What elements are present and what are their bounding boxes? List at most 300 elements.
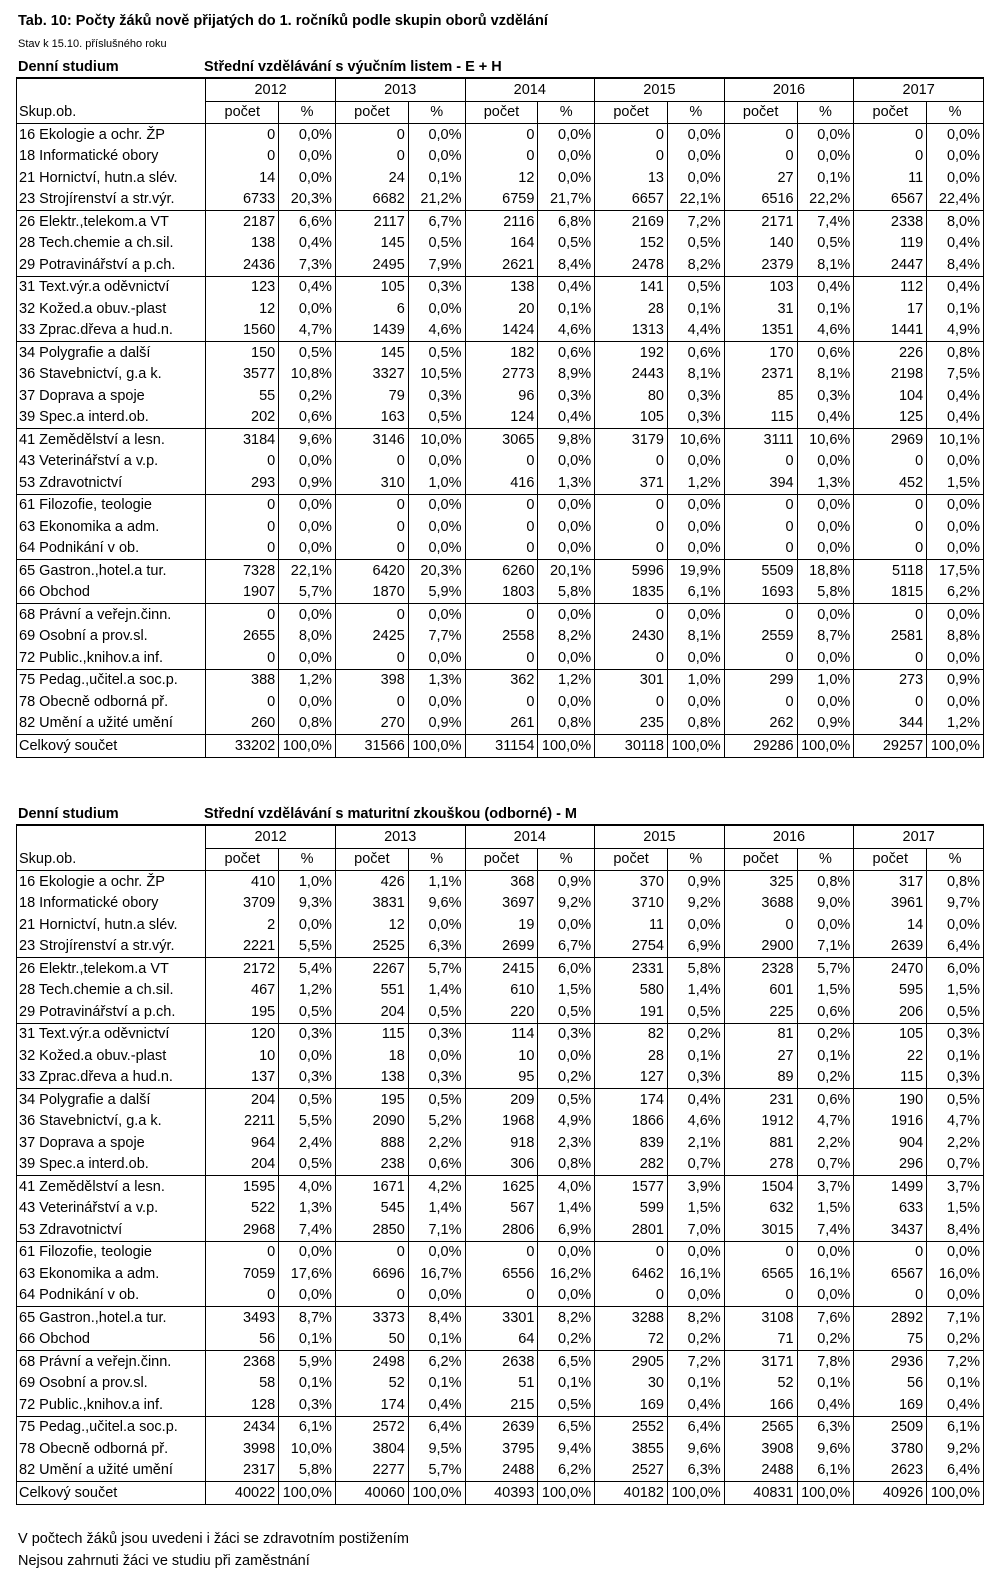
count-cell: 0: [854, 691, 927, 713]
percent-cell: 0,0%: [408, 914, 465, 936]
percent-cell: 7,9%: [408, 254, 465, 276]
percent-cell: 0,1%: [797, 1045, 854, 1067]
count-column-header: počet: [335, 101, 408, 124]
percent-cell: 0,0%: [668, 604, 725, 626]
percent-cell: 0,2%: [279, 385, 336, 407]
total-percent-cell: 100,0%: [927, 735, 984, 758]
percent-cell: 0,0%: [408, 604, 465, 626]
count-cell: 2425: [335, 626, 408, 648]
count-cell: 0: [854, 146, 927, 168]
percent-column-header: %: [668, 848, 725, 871]
count-cell: 56: [854, 1373, 927, 1395]
percent-cell: 6,4%: [927, 1460, 984, 1482]
count-cell: 28: [595, 1045, 668, 1067]
count-cell: 27: [724, 1045, 797, 1067]
percent-cell: 2,2%: [408, 1132, 465, 1154]
count-cell: 79: [335, 385, 408, 407]
percent-cell: 0,1%: [927, 1373, 984, 1395]
count-cell: 0: [206, 1285, 279, 1307]
table-row: [17, 1460, 984, 1482]
count-cell: 0: [335, 1285, 408, 1307]
count-cell: 0: [724, 146, 797, 168]
count-cell: 6420: [335, 560, 408, 582]
total-count-cell: 40831: [724, 1482, 797, 1505]
count-cell: 6260: [465, 560, 538, 582]
count-cell: 306: [465, 1154, 538, 1176]
count-cell: 1916: [854, 1111, 927, 1133]
count-cell: 235: [595, 713, 668, 735]
count-cell: 103: [724, 276, 797, 298]
percent-cell: 9,2%: [538, 893, 595, 915]
percent-cell: 0,9%: [797, 713, 854, 735]
percent-cell: 0,0%: [408, 494, 465, 516]
percent-cell: 0,3%: [408, 276, 465, 298]
percent-cell: 0,3%: [797, 385, 854, 407]
count-cell: 169: [595, 1394, 668, 1416]
count-cell: 2525: [335, 936, 408, 958]
count-cell: 0: [724, 914, 797, 936]
count-cell: 1870: [335, 582, 408, 604]
percent-cell: 0,0%: [279, 516, 336, 538]
section-vocational: [16, 59, 984, 758]
count-cell: 174: [595, 1089, 668, 1111]
group-name-cell: 61 Filozofie, teologie: [17, 1241, 206, 1263]
count-cell: 2558: [465, 626, 538, 648]
percent-cell: 0,2%: [927, 1329, 984, 1351]
percent-cell: 1,0%: [668, 669, 725, 691]
count-cell: 3437: [854, 1219, 927, 1241]
percent-column-header: %: [797, 101, 854, 124]
count-column-header: počet: [206, 848, 279, 871]
count-cell: 11: [854, 167, 927, 189]
count-cell: 145: [335, 342, 408, 364]
count-cell: 0: [465, 538, 538, 560]
count-cell: 6696: [335, 1263, 408, 1285]
percent-cell: 1,5%: [797, 980, 854, 1002]
count-cell: 10: [465, 1045, 538, 1067]
percent-cell: 0,5%: [408, 233, 465, 255]
count-cell: 2169: [595, 211, 668, 233]
count-cell: 182: [465, 342, 538, 364]
percent-cell: 9,6%: [668, 1438, 725, 1460]
percent-cell: 9,8%: [538, 429, 595, 451]
percent-cell: 1,3%: [538, 472, 595, 494]
percent-cell: 0,0%: [279, 298, 336, 320]
count-cell: 3015: [724, 1219, 797, 1241]
year-header-row: [17, 826, 984, 848]
percent-cell: 0,6%: [279, 407, 336, 429]
percent-cell: 0,0%: [797, 451, 854, 473]
percent-cell: 4,0%: [279, 1176, 336, 1198]
count-cell: 7328: [206, 560, 279, 582]
percent-cell: 22,4%: [927, 189, 984, 211]
group-name-cell: 29 Potravinářství a p.ch.: [17, 1001, 206, 1023]
percent-cell: 0,0%: [668, 914, 725, 936]
group-name-cell: 43 Veterinářství a v.p.: [17, 1198, 206, 1220]
table-row: [17, 1023, 984, 1045]
count-cell: 467: [206, 980, 279, 1002]
count-cell: 238: [335, 1154, 408, 1176]
count-cell: 120: [206, 1023, 279, 1045]
percent-cell: 0,8%: [538, 713, 595, 735]
percent-cell: 22,1%: [279, 560, 336, 582]
percent-cell: 0,0%: [927, 691, 984, 713]
percent-column-header: %: [408, 101, 465, 124]
table-row: [17, 669, 984, 691]
count-cell: 28: [595, 298, 668, 320]
count-cell: 195: [335, 1089, 408, 1111]
count-cell: 3709: [206, 893, 279, 915]
table-row: [17, 1438, 984, 1460]
percent-column-header: %: [538, 848, 595, 871]
group-name-cell: 33 Zprac.dřeva a hud.n.: [17, 320, 206, 342]
count-cell: 0: [595, 124, 668, 146]
group-name-cell: 65 Gastron.,hotel.a tur.: [17, 560, 206, 582]
count-cell: 6567: [854, 189, 927, 211]
percent-cell: 5,7%: [797, 958, 854, 980]
percent-cell: 6,8%: [538, 211, 595, 233]
percent-cell: 0,0%: [538, 146, 595, 168]
group-name-cell: 72 Public.,knihov.a inf.: [17, 1394, 206, 1416]
group-name-cell: 29 Potravinářství a p.ch.: [17, 254, 206, 276]
count-cell: 0: [206, 124, 279, 146]
percent-cell: 0,4%: [668, 1089, 725, 1111]
count-cell: 1625: [465, 1176, 538, 1198]
percent-cell: 8,7%: [279, 1307, 336, 1329]
group-name-cell: 66 Obchod: [17, 1329, 206, 1351]
table-row: [17, 429, 984, 451]
percent-cell: 0,2%: [797, 1329, 854, 1351]
percent-cell: 0,0%: [408, 647, 465, 669]
table-row: [17, 560, 984, 582]
percent-cell: 1,5%: [927, 472, 984, 494]
count-cell: 3998: [206, 1438, 279, 1460]
percent-cell: 5,8%: [538, 582, 595, 604]
count-cell: 0: [465, 691, 538, 713]
total-percent-cell: 100,0%: [538, 735, 595, 758]
percent-cell: 0,0%: [279, 1241, 336, 1263]
percent-cell: 0,4%: [408, 1394, 465, 1416]
count-cell: 1866: [595, 1111, 668, 1133]
table-row: [17, 980, 984, 1002]
count-cell: 388: [206, 669, 279, 691]
table-row: [17, 342, 984, 364]
percent-cell: 6,4%: [927, 936, 984, 958]
percent-cell: 9,6%: [797, 1438, 854, 1460]
percent-cell: 9,5%: [408, 1438, 465, 1460]
count-cell: 71: [724, 1329, 797, 1351]
percent-cell: 8,2%: [668, 1307, 725, 1329]
percent-cell: 1,1%: [408, 871, 465, 893]
count-cell: 2572: [335, 1416, 408, 1438]
group-name-cell: 18 Informatické obory: [17, 146, 206, 168]
footnote: Nejsou zahrnuti žáci ve studiu při zaměstnání: [18, 1553, 310, 1569]
count-cell: 12: [335, 914, 408, 936]
count-cell: 2488: [465, 1460, 538, 1482]
count-cell: 632: [724, 1198, 797, 1220]
percent-cell: 0,5%: [538, 1394, 595, 1416]
count-cell: 115: [335, 1023, 408, 1045]
percent-cell: 9,2%: [668, 893, 725, 915]
count-cell: 190: [854, 1089, 927, 1111]
year-header: 2012: [206, 826, 336, 848]
table-row: [17, 211, 984, 233]
table-row: [17, 582, 984, 604]
count-cell: 128: [206, 1394, 279, 1416]
percent-cell: 8,1%: [797, 254, 854, 276]
count-column-header: počet: [206, 101, 279, 124]
percent-cell: 0,4%: [927, 385, 984, 407]
percent-cell: 16,0%: [927, 1263, 984, 1285]
percent-cell: 5,7%: [408, 1460, 465, 1482]
count-cell: 545: [335, 1198, 408, 1220]
count-cell: 2527: [595, 1460, 668, 1482]
count-cell: 0: [465, 1241, 538, 1263]
count-cell: 0: [724, 538, 797, 560]
percent-cell: 5,5%: [279, 1111, 336, 1133]
percent-cell: 0,0%: [279, 1045, 336, 1067]
percent-cell: 0,0%: [668, 691, 725, 713]
count-cell: 123: [206, 276, 279, 298]
count-cell: 150: [206, 342, 279, 364]
percent-cell: 6,3%: [797, 1416, 854, 1438]
percent-cell: 2,4%: [279, 1132, 336, 1154]
percent-cell: 0,0%: [279, 691, 336, 713]
table-row: [17, 1263, 984, 1285]
percent-cell: 6,0%: [927, 958, 984, 980]
percent-cell: 0,2%: [538, 1329, 595, 1351]
percent-cell: 0,0%: [408, 516, 465, 538]
percent-cell: 8,9%: [538, 364, 595, 386]
count-cell: 0: [854, 516, 927, 538]
percent-cell: 6,1%: [797, 1460, 854, 1482]
percent-cell: 0,0%: [279, 538, 336, 560]
group-name-cell: 21 Hornictví, hutn.a slév.: [17, 167, 206, 189]
percent-cell: 0,0%: [668, 1241, 725, 1263]
count-cell: 2267: [335, 958, 408, 980]
count-cell: 3373: [335, 1307, 408, 1329]
count-cell: 1351: [724, 320, 797, 342]
count-cell: 14: [854, 914, 927, 936]
group-column-header: Skup.ob.: [17, 101, 206, 124]
count-cell: 215: [465, 1394, 538, 1416]
table-row: [17, 604, 984, 626]
percent-cell: 0,9%: [927, 669, 984, 691]
percent-cell: 0,0%: [797, 1241, 854, 1263]
total-percent-cell: 100,0%: [668, 735, 725, 758]
table-row: [17, 472, 984, 494]
percent-cell: 0,1%: [797, 1373, 854, 1395]
percent-cell: 5,8%: [797, 582, 854, 604]
count-cell: 191: [595, 1001, 668, 1023]
count-cell: 13: [595, 167, 668, 189]
percent-column-header: %: [668, 101, 725, 124]
group-name-cell: 53 Zdravotnictví: [17, 1219, 206, 1241]
percent-cell: 19,9%: [668, 560, 725, 582]
percent-cell: 0,0%: [538, 451, 595, 473]
percent-cell: 0,4%: [927, 276, 984, 298]
count-cell: 1441: [854, 320, 927, 342]
count-cell: 3831: [335, 893, 408, 915]
group-name-cell: 37 Doprava a spoje: [17, 385, 206, 407]
percent-cell: 7,8%: [797, 1351, 854, 1373]
percent-cell: 6,7%: [538, 936, 595, 958]
section-header: [16, 59, 984, 79]
table-row: [17, 298, 984, 320]
percent-column-header: %: [279, 101, 336, 124]
percent-column-header: %: [538, 101, 595, 124]
count-cell: 325: [724, 871, 797, 893]
percent-cell: 6,5%: [538, 1416, 595, 1438]
count-cell: 2581: [854, 626, 927, 648]
percent-cell: 8,4%: [927, 254, 984, 276]
count-cell: 82: [595, 1023, 668, 1045]
percent-cell: 0,8%: [797, 871, 854, 893]
percent-cell: 0,5%: [668, 233, 725, 255]
count-cell: 0: [206, 451, 279, 473]
group-name-cell: 69 Osobní a prov.sl.: [17, 626, 206, 648]
percent-cell: 0,1%: [279, 1373, 336, 1395]
count-cell: 81: [724, 1023, 797, 1045]
count-cell: 0: [595, 451, 668, 473]
percent-cell: 0,1%: [668, 1045, 725, 1067]
count-cell: 0: [335, 494, 408, 516]
count-cell: 1577: [595, 1176, 668, 1198]
percent-cell: 4,7%: [279, 320, 336, 342]
percent-cell: 0,0%: [927, 647, 984, 669]
count-cell: 209: [465, 1089, 538, 1111]
table-row: [17, 1394, 984, 1416]
group-name-cell: 28 Tech.chemie a ch.sil.: [17, 233, 206, 255]
year-header: 2013: [335, 79, 465, 101]
percent-cell: 9,3%: [279, 893, 336, 915]
table-row: [17, 451, 984, 473]
percent-cell: 1,5%: [538, 980, 595, 1002]
percent-cell: 6,1%: [668, 582, 725, 604]
percent-cell: 0,0%: [538, 1045, 595, 1067]
percent-cell: 0,4%: [927, 1394, 984, 1416]
percent-cell: 0,4%: [279, 233, 336, 255]
percent-cell: 0,4%: [797, 407, 854, 429]
percent-cell: 8,4%: [927, 1219, 984, 1241]
percent-cell: 0,1%: [408, 167, 465, 189]
table-row: [17, 1111, 984, 1133]
table-row: [17, 1154, 984, 1176]
count-cell: 0: [854, 494, 927, 516]
count-cell: 0: [854, 1285, 927, 1307]
percent-cell: 6,1%: [927, 1416, 984, 1438]
percent-cell: 6,3%: [408, 936, 465, 958]
percent-cell: 8,7%: [797, 626, 854, 648]
percent-cell: 9,4%: [538, 1438, 595, 1460]
percent-cell: 0,4%: [797, 1394, 854, 1416]
count-cell: 2379: [724, 254, 797, 276]
group-name-cell: 39 Spec.a interd.ob.: [17, 1154, 206, 1176]
percent-cell: 3,7%: [797, 1176, 854, 1198]
count-cell: 580: [595, 980, 668, 1002]
count-cell: 0: [335, 1241, 408, 1263]
count-cell: 64: [465, 1329, 538, 1351]
percent-cell: 10,8%: [279, 364, 336, 386]
count-cell: 2434: [206, 1416, 279, 1438]
percent-cell: 4,7%: [927, 1111, 984, 1133]
count-cell: 0: [465, 647, 538, 669]
count-cell: 1595: [206, 1176, 279, 1198]
group-name-cell: 26 Elektr.,telekom.a VT: [17, 211, 206, 233]
count-cell: 0: [206, 604, 279, 626]
count-cell: 202: [206, 407, 279, 429]
count-cell: 398: [335, 669, 408, 691]
count-cell: 3961: [854, 893, 927, 915]
count-cell: 1835: [595, 582, 668, 604]
percent-cell: 1,5%: [668, 1198, 725, 1220]
count-cell: 2806: [465, 1219, 538, 1241]
percent-cell: 0,0%: [538, 914, 595, 936]
percent-cell: 0,0%: [797, 494, 854, 516]
count-cell: 206: [854, 1001, 927, 1023]
header-corner: [17, 79, 206, 101]
percent-cell: 0,0%: [408, 298, 465, 320]
count-cell: 0: [335, 604, 408, 626]
percent-cell: 8,4%: [408, 1307, 465, 1329]
percent-cell: 0,6%: [797, 342, 854, 364]
percent-cell: 0,3%: [279, 1394, 336, 1416]
percent-cell: 1,2%: [279, 669, 336, 691]
count-cell: 2116: [465, 211, 538, 233]
count-cell: 163: [335, 407, 408, 429]
percent-cell: 0,8%: [279, 713, 336, 735]
count-cell: 0: [854, 604, 927, 626]
count-cell: 0: [724, 604, 797, 626]
percent-cell: 0,0%: [279, 167, 336, 189]
count-cell: 0: [335, 124, 408, 146]
count-cell: 3710: [595, 893, 668, 915]
count-cell: 2850: [335, 1219, 408, 1241]
percent-cell: 7,6%: [797, 1307, 854, 1329]
table-row: [17, 538, 984, 560]
count-cell: 125: [854, 407, 927, 429]
count-cell: 12: [206, 298, 279, 320]
count-cell: 260: [206, 713, 279, 735]
count-cell: 270: [335, 713, 408, 735]
count-cell: 226: [854, 342, 927, 364]
count-cell: 3146: [335, 429, 408, 451]
count-cell: 6565: [724, 1263, 797, 1285]
count-cell: 138: [465, 276, 538, 298]
percent-cell: 0,1%: [668, 1373, 725, 1395]
group-name-cell: 66 Obchod: [17, 582, 206, 604]
percent-cell: 6,4%: [668, 1416, 725, 1438]
count-cell: 0: [595, 1285, 668, 1307]
table-row: [17, 1067, 984, 1089]
count-column-header: počet: [724, 848, 797, 871]
percent-cell: 0,0%: [408, 538, 465, 560]
count-cell: 138: [206, 233, 279, 255]
count-cell: 344: [854, 713, 927, 735]
percent-cell: 0,0%: [668, 494, 725, 516]
count-cell: 105: [335, 276, 408, 298]
percent-cell: 7,5%: [927, 364, 984, 386]
group-name-cell: 26 Elektr.,telekom.a VT: [17, 958, 206, 980]
count-cell: 0: [595, 647, 668, 669]
percent-cell: 0,0%: [538, 691, 595, 713]
count-cell: 6759: [465, 189, 538, 211]
percent-cell: 0,5%: [927, 1089, 984, 1111]
count-cell: 6657: [595, 189, 668, 211]
count-cell: 22: [854, 1045, 927, 1067]
count-cell: 3108: [724, 1307, 797, 1329]
table-row: [17, 233, 984, 255]
